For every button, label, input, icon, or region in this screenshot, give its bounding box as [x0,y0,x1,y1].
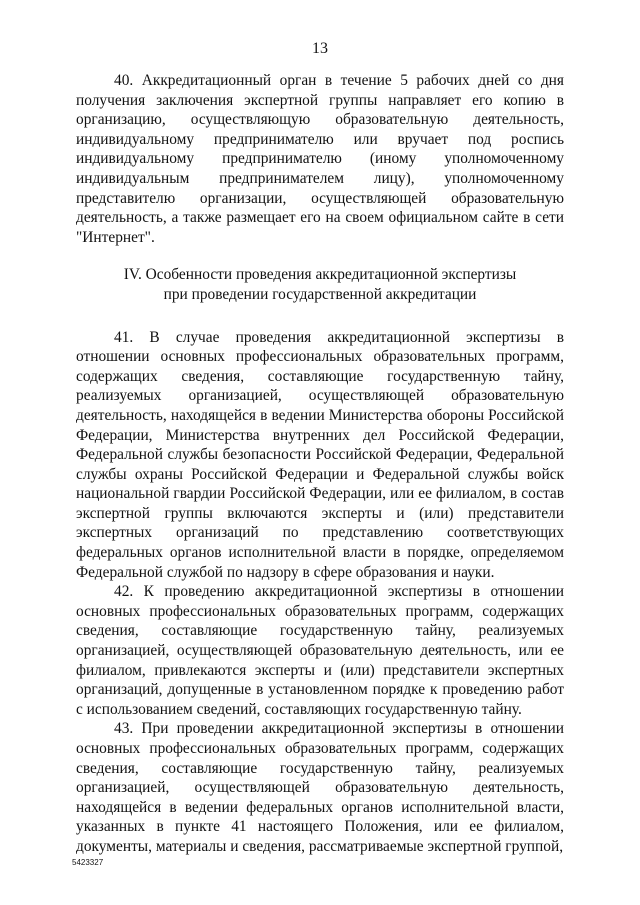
document-code: 5423327 [72,858,104,867]
paragraph-40: 40. Аккредитационный орган в течение 5 рабочих дней со дня получения заключения экспертной группы направляет его копию в организацию, осуществляющую образовательную деятельность, индивидуальному предпринимателю или вручает под роспись индивидуальному предпринимателю (иному уполномоченному индивидуальным предпринимателем лицу), уполномоченному представителю организации, осуществляющей образовательную деятельность, а также размещает его на своем официальном сайте в сети "Интернет". [76,72,564,246]
page-number: 13 [312,40,328,57]
paragraph-42: 42. К проведению аккредитационной экспертизы в отношении основных профессиональных образовательных программ, содержащих сведения, составляющие государственную тайну, реализуемых организацией, осуществляющей образовательную деятельность, или ее филиалом, привлекаются эксперты и (или) представители экспертных организаций, допущенные в установленном порядке к проведению работ с использованием сведений, составляющих государственную тайну. [76,583,564,718]
document-body [76,71,564,857]
paragraph-41: 41. В случае проведения аккредитационной экспертизы в отношении основных профессиональных образовательных программ, содержащих сведения, составляющие государственную тайну, реализуемых организацией, осуществляющей образовательную деятельность, находящейся в ведении Министерства обороны Российской Федерации, Министерства внутренних дел Российской Федерации, Федеральной службы безопасности Российской Федерации, Федеральной службы охраны Российской Федерации и Федеральной службы войск национальной гвардии Российской Федерации, или ее филиалом, в состав экспертной группы включаются эксперты и (или) представители экспертных организаций по представлению соответствующих федеральных органов исполнительной власти в порядке, определяемом Федеральной службой по надзору в сфере образования и науки. [76,328,564,581]
paragraph-43: 43. При проведении аккредитационной экспертизы в отношении основных профессиональных образовательных программ, содержащих сведения, составляющие государственную тайну, реализуемых организацией, осуществляющей образовательную деятельность, находящейся в ведении федеральных органов исполнительной власти, указанных в пункте 41 настоящего Положения, или ее филиалом, документы, материалы и сведения, рассматриваемые экспертной группой, [76,720,564,855]
section-heading-line-2: при проведении государственной аккредитации [163,285,477,303]
section-heading [76,265,564,304]
section-heading-line-1: IV. Особенности проведения аккредитационной экспертизы [123,266,517,284]
